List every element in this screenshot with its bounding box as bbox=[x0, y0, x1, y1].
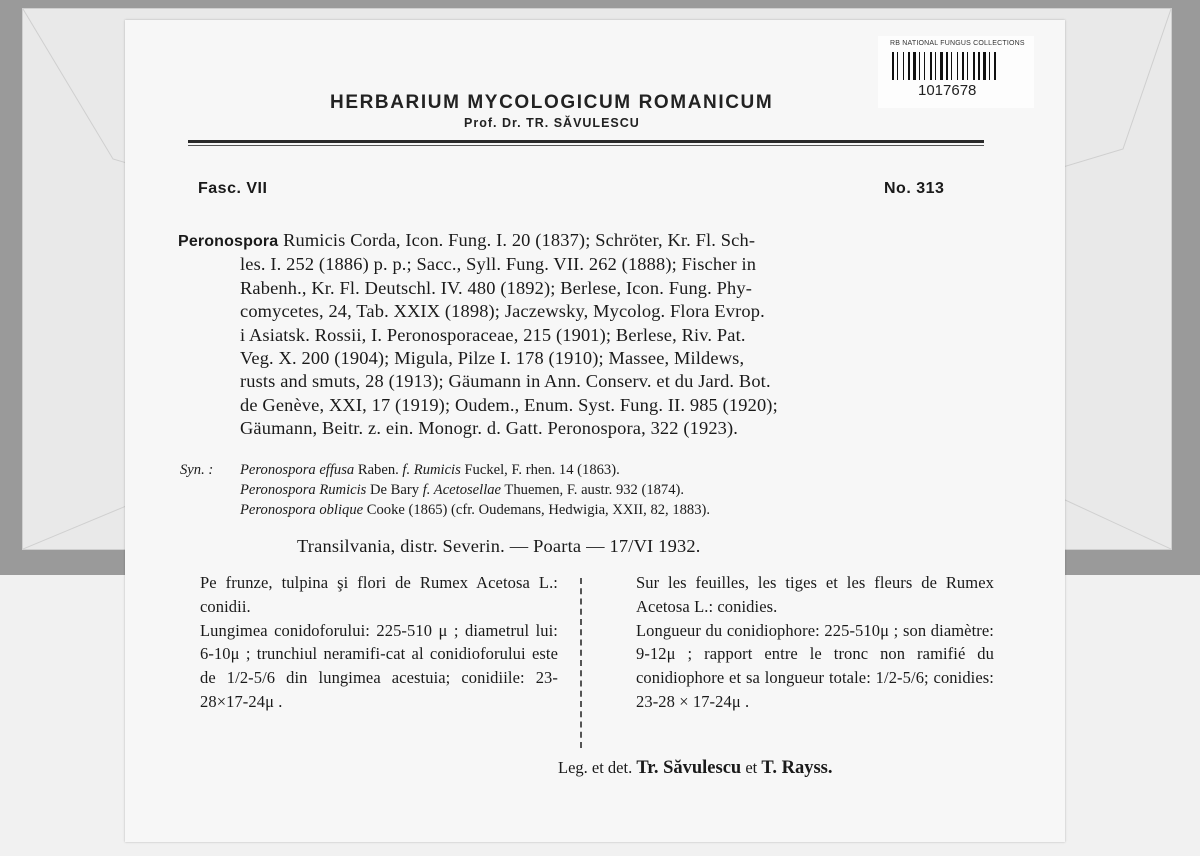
fascicle-label: Fasc. VII bbox=[198, 180, 268, 197]
description-romanian bbox=[174, 571, 558, 714]
species-citation bbox=[178, 229, 988, 441]
synonym-reference: Thuemen, F. austr. 932 (1874). bbox=[501, 482, 685, 498]
description-paragraph: Sur les feuilles, les tiges et les fleurs de Rumex Acetosa L.: conidies. bbox=[636, 573, 994, 616]
barcode-caption: RB NATIONAL FUNGUS COLLECTIONS bbox=[890, 40, 1025, 47]
synonyms-label: Syn. : bbox=[180, 462, 214, 478]
description-paragraph: Longueur du conidiophore: 225-510μ ; son diamètre: 9-12μ ; rapport entre le tronc non ramifié du conidiophore et sa longueur totale: 1/2-5/6; conidies: 23-28 × 17-24μ . bbox=[636, 620, 994, 711]
synonym-name: Peronospora effusa bbox=[240, 462, 355, 478]
barcode-stripe bbox=[908, 52, 910, 80]
citation-line: de Genève, XXI, 17 (1919); Oudem., Enum. Syst. Fung. II. 985 (1920); bbox=[240, 394, 778, 415]
barcode-stripe bbox=[978, 52, 980, 80]
collectors-conjunction: et bbox=[745, 758, 758, 777]
herbarium-title: HERBARIUM MYCOLOGICUM ROMANICUM bbox=[330, 92, 774, 113]
barcode-stripe bbox=[940, 52, 943, 80]
barcode-stripe bbox=[903, 52, 904, 80]
barcode-stripe bbox=[892, 52, 894, 80]
synonym-qualifier: f. Rumicis bbox=[402, 462, 461, 478]
citation-line: comycetes, 24, Tab. XXIX (1898); Jaczewsky, Mycolog. Flora Evrop. bbox=[240, 301, 765, 322]
barcode-stripe bbox=[919, 52, 920, 80]
synonym-author: De Bary bbox=[366, 482, 423, 498]
citation-line: Gäumann, Beitr. z. ein. Monogr. d. Gatt. Peronospora, 322 (1923). bbox=[240, 418, 739, 439]
citation-line: Rumicis Corda, Icon. Fung. I. 20 (1837); Schröter, Kr. Fl. Sch- bbox=[283, 230, 756, 250]
barcode-stripe bbox=[983, 52, 986, 80]
collectors-prefix: Leg. et det. bbox=[558, 758, 633, 777]
barcode-stripe bbox=[989, 52, 990, 80]
barcode-stripe bbox=[951, 52, 952, 80]
citation-line: rusts and smuts, 28 (1913); Gäumann in Ann. Conserv. et du Jard. Bot. bbox=[240, 371, 771, 392]
header-rule bbox=[188, 140, 984, 143]
barcode-stripe bbox=[946, 52, 948, 80]
herbarium-subtitle: Prof. Dr. TR. SĂVULESCU bbox=[464, 116, 640, 130]
description-paragraph: Lungimea conidoforului: 225-510 μ ; diametrul lui: 6-10μ ; trunchiul neramifi-cat al conidioforului este de 1/2-5/6 din lungimea acestuia; conidiile: 23-28×17-24μ . bbox=[200, 620, 558, 711]
citation-line: Rabenh., Kr. Fl. Deutschl. IV. 480 (1892); Berlese, Icon. Fung. Phy- bbox=[240, 277, 752, 298]
barcode-stripe bbox=[897, 52, 898, 80]
barcode-stripe bbox=[913, 52, 916, 80]
synonym-author: Cooke bbox=[363, 502, 409, 518]
specimen-number: No. 313 bbox=[884, 180, 945, 197]
barcode-stripe bbox=[924, 52, 925, 80]
collector-name: T. Rayss. bbox=[761, 758, 833, 778]
synonym-reference: (1865) (cfr. Oudemans, Hedwigia, XXII, 82, 1883). bbox=[408, 502, 711, 518]
synonym-qualifier: f. Acetosellae bbox=[422, 482, 502, 498]
collector-name: Tr. Săvulescu bbox=[636, 758, 742, 778]
header-rule-thin bbox=[188, 145, 984, 146]
barcode-stripe bbox=[994, 52, 996, 80]
synonym-name: Peronospora Rumicis bbox=[240, 482, 367, 498]
barcode-stripe bbox=[973, 52, 975, 80]
synonym-name: Peronospora oblique bbox=[240, 502, 364, 518]
synonym-author: Raben. bbox=[354, 462, 403, 478]
column-divider bbox=[580, 578, 582, 748]
collectors-line bbox=[558, 758, 832, 779]
barcode-sticker bbox=[878, 36, 1034, 108]
synonym-entry bbox=[240, 500, 1000, 520]
description-paragraph: Pe frunze, tulpina şi flori de Rumex Acetosa L.: conidii. bbox=[200, 573, 558, 616]
barcode-stripe bbox=[957, 52, 958, 80]
description-french bbox=[610, 571, 994, 714]
barcode-stripe bbox=[930, 52, 932, 80]
barcode-stripe bbox=[962, 52, 964, 80]
synonym-entry bbox=[240, 460, 1000, 480]
synonyms-list bbox=[240, 460, 1000, 520]
citation-line: i Asiatsk. Rossii, I. Peronosporaceae, 215 (1901); Berlese, Riv. Pat. bbox=[240, 324, 746, 345]
citation-line: Veg. X. 200 (1904); Migula, Pilze I. 178 (1910); Massee, Mildews, bbox=[240, 348, 745, 369]
genus-name: Peronospora bbox=[178, 233, 279, 250]
barcode-bars bbox=[892, 52, 1020, 80]
barcode-stripe bbox=[967, 52, 968, 80]
collection-locality: Transilvania, distr. Severin. — Poarta — 17/VI 1932. bbox=[297, 536, 701, 556]
synonym-entry bbox=[240, 480, 1000, 500]
citation-line: les. I. 252 (1886) p. p.; Sacc., Syll. Fung. VII. 262 (1888); Fischer in bbox=[240, 254, 757, 275]
synonym-reference: Fuckel, F. rhen. 14 (1863). bbox=[460, 462, 620, 478]
barcode-stripe bbox=[935, 52, 936, 80]
barcode-number: 1017678 bbox=[918, 82, 977, 99]
